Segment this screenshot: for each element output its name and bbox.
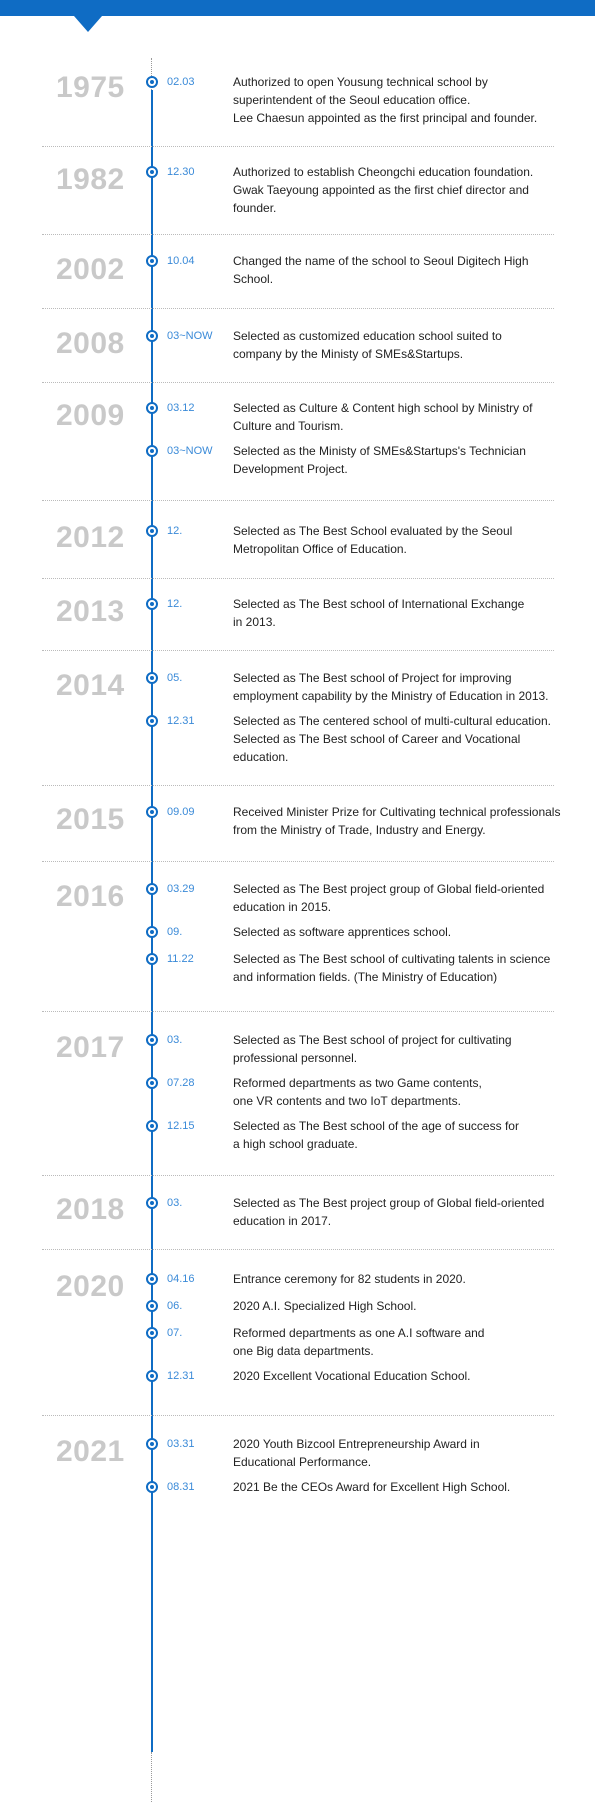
event-description: [233, 73, 563, 127]
event-description-line: founder.: [233, 201, 277, 215]
event-date: 12.31: [167, 715, 195, 727]
event-description: [233, 595, 563, 631]
timeline-dot-icon: [146, 1120, 158, 1132]
event-date: 05.: [167, 672, 183, 684]
timeline-line-bottom: [151, 1752, 152, 1802]
year-label: 2012: [56, 521, 125, 554]
event-description-line: Selected as The Best school of cultivating talents in science: [233, 952, 551, 966]
timeline-dot-icon: [146, 1481, 158, 1493]
event-description-line: a high school graduate.: [233, 1137, 358, 1151]
event-description: [233, 1435, 563, 1471]
timeline-dot-icon: [146, 1327, 158, 1339]
event-date: 12.15: [167, 1120, 195, 1132]
event-description-line: Authorized to open Yousung technical school by: [233, 75, 488, 89]
event-description-line: Selected as The Best school of Project for improving: [233, 671, 512, 685]
event-description-line: Selected as The Best project group of Global field-oriented: [233, 882, 545, 896]
event-description-line: Selected as The Best project group of Global field-oriented: [233, 1196, 545, 1210]
event-description-line: superintendent of the Seoul education office.: [233, 93, 471, 107]
event-description-line: Metropolitan Office of Education.: [233, 542, 407, 556]
event-description-line: Selected as the Ministy of SMEs&Startups's Technician: [233, 444, 526, 458]
event-date: 08.31: [167, 1481, 195, 1493]
timeline-dot-icon: [146, 76, 158, 88]
event-description-line: Received Minister Prize for Cultivating technical professionals: [233, 805, 561, 819]
timeline-dot-icon: [146, 525, 158, 537]
timeline-dot-icon: [146, 926, 158, 938]
year-label: 2009: [56, 399, 125, 432]
event-date: 03.31: [167, 1438, 195, 1450]
event-description-line: Selected as customized education school suited to: [233, 329, 502, 343]
event-description: [233, 803, 563, 839]
event-description-line: 2021 Be the CEOs Award for Excellent High School.: [233, 1480, 511, 1494]
year-label: 1982: [56, 163, 125, 196]
event-description-line: one Big data departments.: [233, 1344, 374, 1358]
year-label: 2015: [56, 803, 125, 836]
year-divider: [42, 1175, 554, 1176]
event-description-line: one VR contents and two IoT departments.: [233, 1094, 461, 1108]
year-label: 2002: [56, 253, 125, 286]
event-description: [233, 1270, 563, 1288]
event-description-line: School.: [233, 272, 274, 286]
event-description: [233, 669, 563, 705]
event-date: 03.12: [167, 402, 195, 414]
event-description-line: 2020 Youth Bizcool Entrepreneurship Award in: [233, 1437, 480, 1451]
timeline-dot-icon: [146, 1370, 158, 1382]
event-date: 12.30: [167, 166, 195, 178]
year-divider: [42, 146, 554, 147]
year-label: 2017: [56, 1031, 125, 1064]
event-description-line: Reformed departments as two Game contents,: [233, 1076, 482, 1090]
event-description-line: education.: [233, 750, 289, 764]
event-date: 03.: [167, 1034, 183, 1046]
event-date: 10.04: [167, 255, 195, 267]
event-date: 09.09: [167, 806, 195, 818]
event-description-line: Selected as The Best school of International Exchange: [233, 597, 525, 611]
event-description: [233, 442, 563, 478]
timeline-dot-icon: [146, 1300, 158, 1312]
event-date: 07.: [167, 1327, 183, 1339]
event-description-line: Selected as The Best school of project for cultivating: [233, 1033, 512, 1047]
event-description-line: employment capability by the Ministry of Education in 2013.: [233, 689, 549, 703]
timeline-dot-icon: [146, 330, 158, 342]
event-date: 04.16: [167, 1273, 195, 1285]
event-date: 03.29: [167, 883, 195, 895]
timeline-dot-icon: [146, 1197, 158, 1209]
event-description: [233, 163, 563, 217]
event-description-line: professional personnel.: [233, 1051, 358, 1065]
timeline-dot-icon: [146, 445, 158, 457]
event-date: 12.: [167, 525, 183, 537]
year-divider: [42, 1415, 554, 1416]
event-description-line: Selected as The centered school of multi-cultural education.: [233, 714, 551, 728]
event-description: [233, 1074, 563, 1110]
event-description-line: Reformed departments as one A.I software and: [233, 1326, 485, 1340]
event-description: [233, 327, 563, 363]
event-description: [233, 1031, 563, 1067]
event-description-line: Selected as The Best School evaluated by the Seoul: [233, 524, 513, 538]
year-divider: [42, 308, 554, 309]
timeline-dot-icon: [146, 1034, 158, 1046]
year-label: 2013: [56, 595, 125, 628]
year-label: 2021: [56, 1435, 125, 1468]
timeline-dot-icon: [146, 1438, 158, 1450]
event-description-line: 2020 A.I. Specialized High School.: [233, 1299, 417, 1313]
year-divider: [42, 1011, 554, 1012]
event-description-line: Gwak Taeyoung appointed as the first chief director and: [233, 183, 529, 197]
year-divider: [42, 1249, 554, 1250]
event-date: 12.31: [167, 1370, 195, 1382]
event-description-line: from the Ministry of Trade, Industry and Energy.: [233, 823, 486, 837]
event-date: 03~NOW: [167, 445, 213, 457]
timeline-dot-icon: [146, 402, 158, 414]
event-description-line: education in 2015.: [233, 900, 332, 914]
year-divider: [42, 861, 554, 862]
event-description: [233, 923, 563, 941]
year-label: 2018: [56, 1193, 125, 1226]
year-divider: [42, 382, 554, 383]
event-date: 12.: [167, 598, 183, 610]
event-description-line: Development Project.: [233, 462, 348, 476]
event-description-line: Selected as Culture & Content high school by Ministry of: [233, 401, 533, 415]
event-date: 06.: [167, 1300, 183, 1312]
event-date: 03.: [167, 1197, 183, 1209]
year-divider: [42, 785, 554, 786]
timeline-dot-icon: [146, 1273, 158, 1285]
event-date: 07.28: [167, 1077, 195, 1089]
event-description-line: Selected as The Best school of Career and Vocational: [233, 732, 521, 746]
event-description: [233, 1297, 563, 1315]
event-description: [233, 1478, 563, 1496]
event-description-line: Entrance ceremony for 82 students in 2020.: [233, 1272, 466, 1286]
event-description: [233, 1117, 563, 1153]
timeline-dot-icon: [146, 166, 158, 178]
year-label: 2014: [56, 669, 125, 702]
year-divider: [42, 234, 554, 235]
event-description: [233, 712, 563, 766]
timeline-dot-icon: [146, 953, 158, 965]
year-divider: [42, 650, 554, 651]
event-date: 11.22: [167, 953, 194, 965]
event-description-line: Educational Performance.: [233, 1455, 372, 1469]
year-label: 2016: [56, 880, 125, 913]
year-label: 1975: [56, 71, 125, 104]
event-description-line: education in 2017.: [233, 1214, 332, 1228]
event-date: 02.03: [167, 76, 195, 88]
event-description-line: company by the Ministy of SMEs&Startups.: [233, 347, 464, 361]
event-description-line: Authorized to establish Cheongchi education foundation.: [233, 165, 534, 179]
year-divider: [42, 500, 554, 501]
event-description: [233, 1367, 563, 1385]
timeline-dot-icon: [146, 715, 158, 727]
event-description: [233, 399, 563, 435]
timeline-dot-icon: [146, 1077, 158, 1089]
timeline-dot-icon: [146, 672, 158, 684]
event-description: [233, 950, 563, 986]
timeline-dot-icon: [146, 598, 158, 610]
event-description: [233, 1324, 563, 1360]
timeline-dot-icon: [146, 255, 158, 267]
event-description-line: Changed the name of the school to Seoul Digitech High: [233, 254, 529, 268]
event-description: [233, 522, 563, 558]
event-description: [233, 252, 563, 288]
event-date: 03~NOW: [167, 330, 213, 342]
event-description-line: 2020 Excellent Vocational Education School.: [233, 1369, 471, 1383]
year-divider: [42, 578, 554, 579]
event-description-line: Culture and Tourism.: [233, 419, 344, 433]
timeline-dot-icon: [146, 883, 158, 895]
event-description-line: Selected as The Best school of the age of success for: [233, 1119, 519, 1133]
event-date: 09.: [167, 926, 183, 938]
event-description: [233, 1194, 563, 1230]
event-description-line: in 2013.: [233, 615, 276, 629]
event-description-line: and information fields. (The Ministry of Education): [233, 970, 498, 984]
timeline-dot-icon: [146, 806, 158, 818]
event-description-line: Lee Chaesun appointed as the first principal and founder.: [233, 111, 538, 125]
event-description-line: Selected as software apprentices school.: [233, 925, 452, 939]
year-label: 2020: [56, 1270, 125, 1303]
year-label: 2008: [56, 327, 125, 360]
event-description: [233, 880, 563, 916]
